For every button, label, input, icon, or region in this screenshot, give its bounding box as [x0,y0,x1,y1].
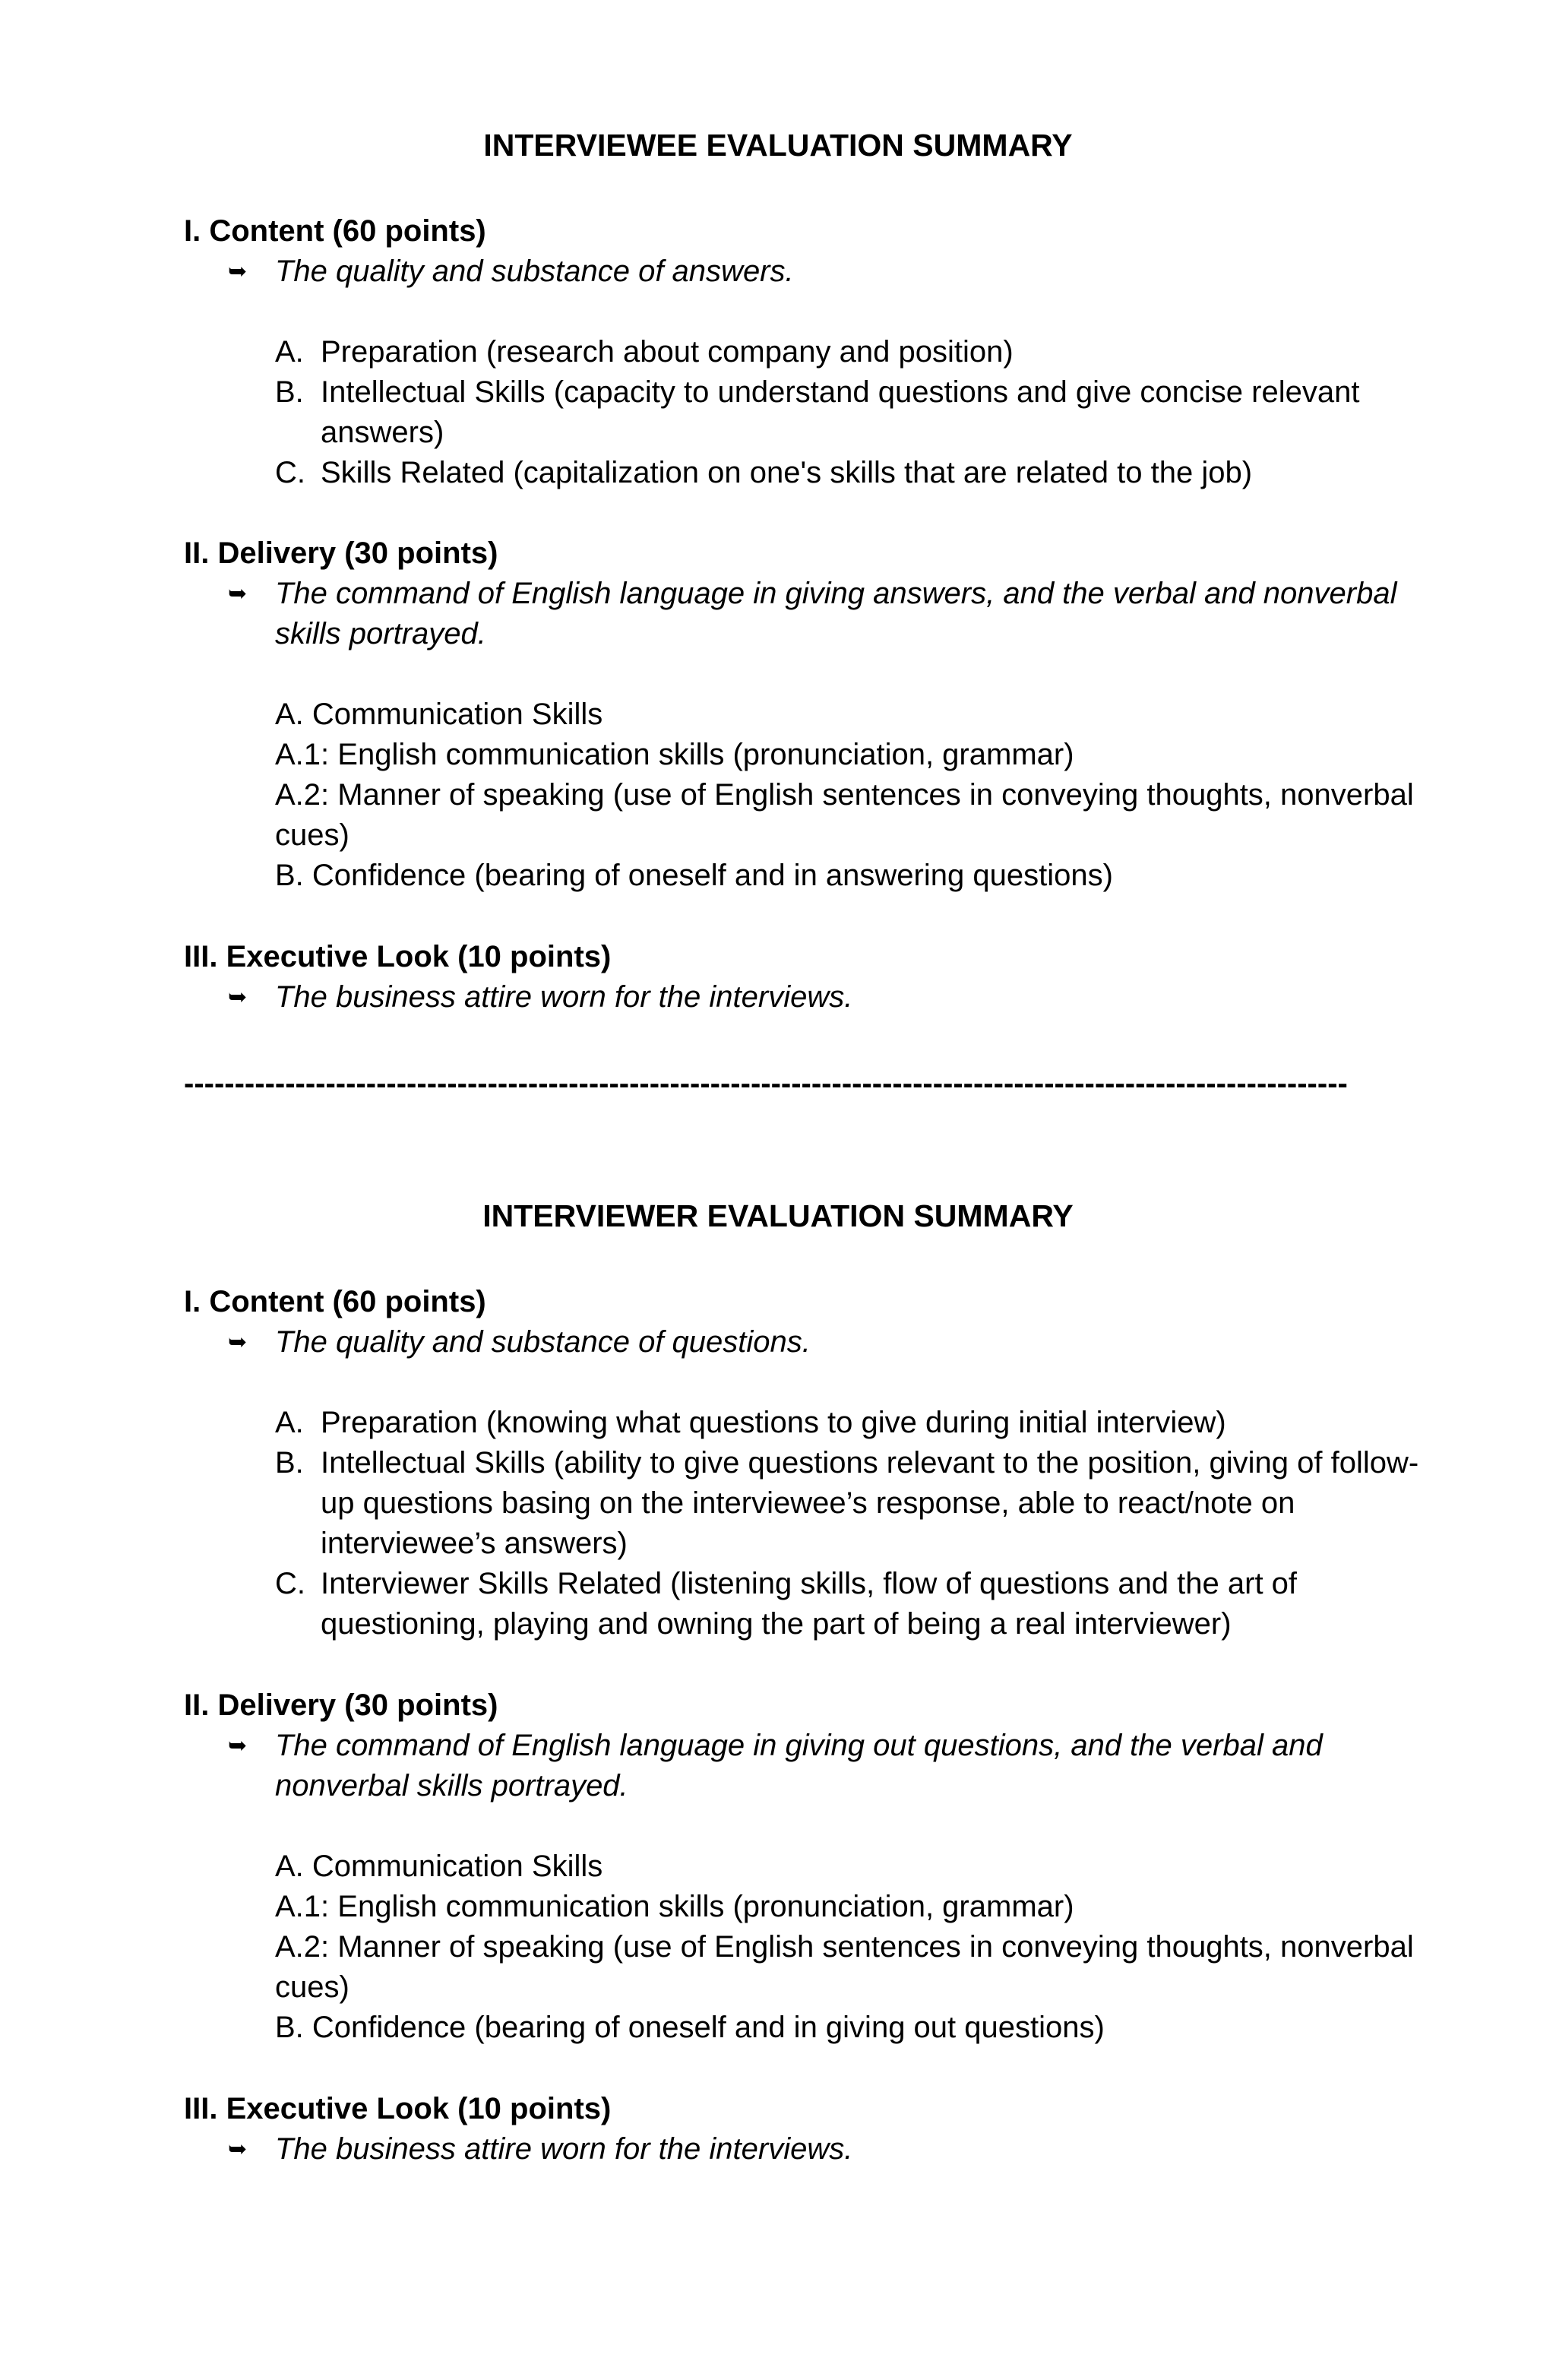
list-item: A.2: Manner of speaking (use of English sentences in conveying thoughts, nonverbal cues) [275,778,1414,852]
list-item: C. Skills Related (capitalization on one's skills that are related to the job) [275,456,1253,489]
list-item: A. Preparation (knowing what questions to give during initial interview) [275,1406,1226,1439]
list-item: B. Confidence (bearing of oneself and in answering questions) [275,859,1113,892]
interviewer-delivery-list [275,1847,1437,2048]
interviewee-content-heading: I. Content (60 points) [184,214,486,248]
interviewer-look-heading: III. Executive Look (10 points) [184,2092,612,2125]
interviewee-delivery-heading: II. Delivery (30 points) [184,536,498,570]
curved-arrow-icon: ➥ [228,581,248,606]
curved-arrow-icon: ➥ [228,1733,248,1758]
list-item: A.1: English communication skills (pronunciation, grammar) [275,1890,1074,1923]
interviewer-delivery-heading: II. Delivery (30 points) [184,1688,498,1722]
list-item: B. Intellectual Skills (capacity to understand questions and give concise relevant answers) [275,375,1360,449]
curved-arrow-icon: ➥ [228,2137,248,2162]
interviewee-look-heading: III. Executive Look (10 points) [184,940,612,973]
list-item: A.1: English communication skills (pronunciation, grammar) [275,738,1074,771]
interviewer-content-desc: ➥ The quality and substance of questions. [228,1322,1428,1362]
section-divider: ------------------------------------------------------------------------------------------------------------------- [184,1067,1348,1100]
interviewee-content-desc: ➥ The quality and substance of answers. [228,252,1428,292]
interviewee-title: INTERVIEWEE EVALUATION SUMMARY [483,128,1073,163]
interviewee-look-desc: ➥ The business attire worn for the interviews. [228,977,1428,1018]
list-item: A.2: Manner of speaking (use of English sentences in conveying thoughts, nonverbal cues) [275,1930,1414,2004]
interviewer-content-list [275,1403,1437,1644]
interviewee-delivery-desc: ➥ The command of English language in giving answers, and the verbal and nonverbal skills portrayed. [228,574,1428,654]
list-item: B. Intellectual Skills (ability to give questions relevant to the position, giving of follow-up questions basing on the interviewee’s response, able to react/note on interviewee’s answers) [275,1446,1419,1560]
list-item: A. Communication Skills [275,698,603,731]
interviewee-content-list [275,332,1437,493]
interviewer-title: INTERVIEWER EVALUATION SUMMARY [482,1198,1074,1233]
curved-arrow-icon: ➥ [228,1330,248,1355]
interviewee-delivery-list [275,695,1437,896]
curved-arrow-icon: ➥ [228,259,248,284]
list-item: A. Communication Skills [275,1850,603,1883]
interviewer-look-desc: ➥ The business attire worn for the interviews. [228,2129,1428,2170]
curved-arrow-icon: ➥ [228,985,248,1010]
interviewer-delivery-desc: ➥ The command of English language in giving out questions, and the verbal and nonverbal skills portrayed. [228,1726,1428,1806]
list-item: B. Confidence (bearing of oneself and in giving out questions) [275,2011,1105,2044]
list-item: A. Preparation (research about company and position) [275,335,1014,369]
list-item: C. Interviewer Skills Related (listening skills, flow of questions and the art of questioning, playing and owning the part of being a real interviewer) [275,1567,1298,1641]
interviewer-content-heading: I. Content (60 points) [184,1285,486,1318]
